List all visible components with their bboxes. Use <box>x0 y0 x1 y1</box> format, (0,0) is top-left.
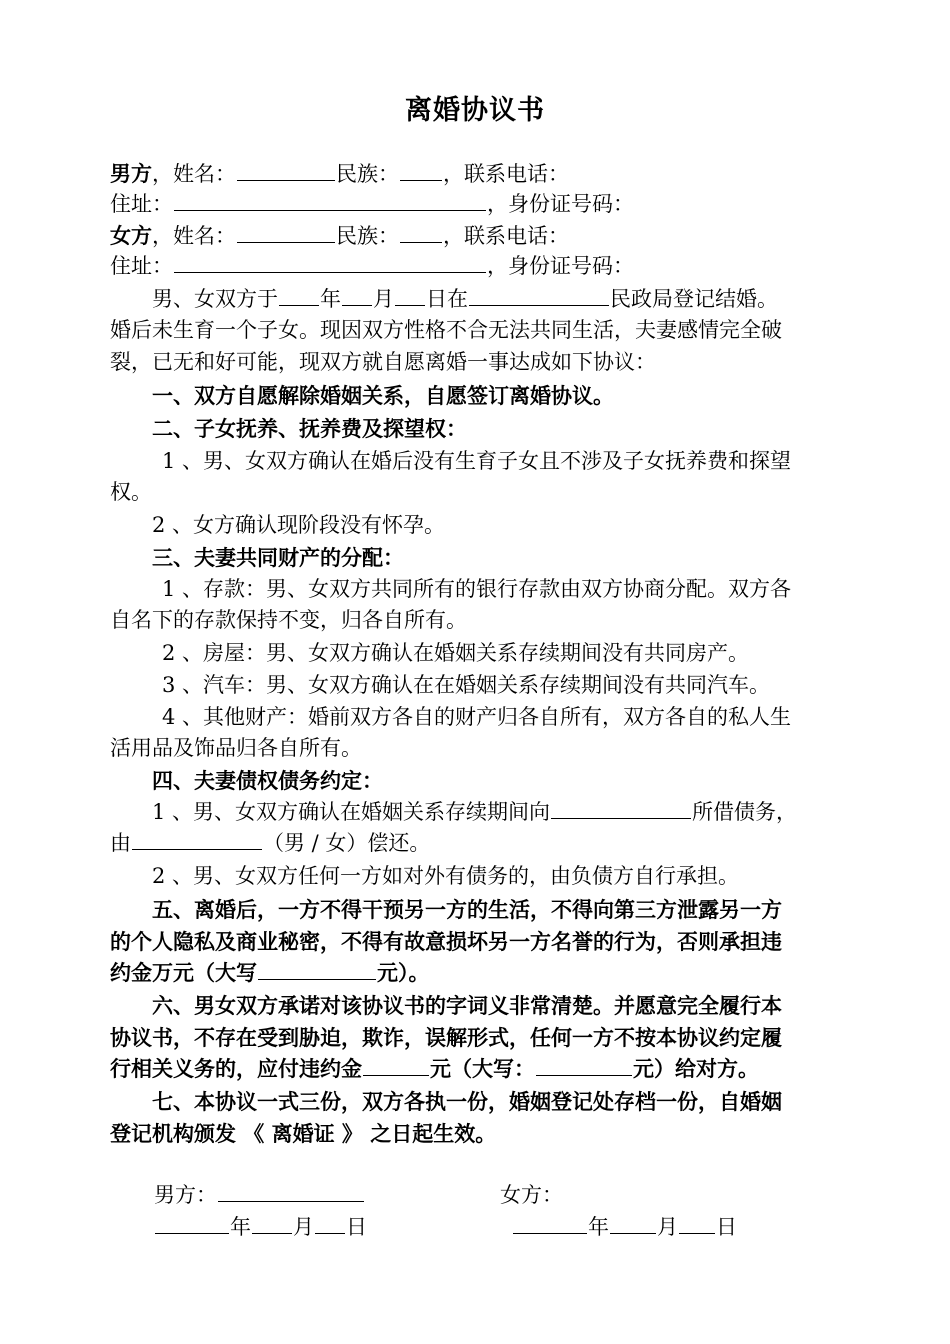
debtor-blank[interactable] <box>132 829 262 850</box>
ethnicity-label: 民族： <box>336 224 399 248</box>
day-label: 日在 <box>426 287 468 311</box>
male-year-blank[interactable] <box>155 1213 229 1234</box>
female-sign-label: 女方： <box>500 1183 563 1207</box>
male-month-blank[interactable] <box>252 1213 292 1234</box>
female-sign-date <box>512 1212 812 1243</box>
section-5-line-2: 的个人隐私及商业秘密，不得有故意损坏另一方名誉的行为，否则承担违 <box>110 929 782 954</box>
ethnicity-label: 民族： <box>336 162 399 186</box>
section-1: 一、双方自愿解除婚姻关系，自愿签订离婚协议。 <box>152 383 614 408</box>
section-6-line-1: 六、男女双方承诺对该协议书的字词义非常清楚。并愿意完全履行本 <box>152 993 782 1018</box>
female-party-line <box>110 220 840 252</box>
month-label: 月 <box>293 1215 314 1239</box>
section-2-item-1-cont: 权。 <box>110 480 152 504</box>
phone-label: ，联系电话： <box>443 224 569 248</box>
document-title: 离婚协议书 <box>405 95 545 126</box>
male-sign-date <box>154 1212 454 1243</box>
debt-text-end: 所借债务， <box>692 800 798 824</box>
section-2-heading: 二、子女抚养、抚养费及探望权： <box>152 416 467 441</box>
id-label: ，身份证号码： <box>487 254 634 278</box>
damages-uppercase-blank[interactable] <box>536 1055 632 1076</box>
section-2-item-2: 2 、女方确认现阶段没有怀孕。 <box>152 513 446 537</box>
section-5-line-3 <box>110 957 840 988</box>
section-7-line-1: 七、本协议一式三份，双方各执一份，婚姻登记处存档一份，自婚姻 <box>152 1089 782 1114</box>
male-label: 男方 <box>110 161 152 186</box>
female-signature <box>500 1180 800 1211</box>
address-label: 住址： <box>110 192 173 216</box>
marriage-year-blank[interactable] <box>279 285 319 306</box>
day-label: 日 <box>346 1215 367 1239</box>
name-label: ，姓名： <box>152 224 236 248</box>
id-label: ，身份证号码： <box>487 192 634 216</box>
damages-amount-blank[interactable] <box>363 1055 429 1076</box>
year-label: 年 <box>320 287 341 311</box>
female-address-line <box>110 251 840 282</box>
male-address-line <box>110 189 840 220</box>
female-year-blank[interactable] <box>513 1213 587 1234</box>
section-3-item-4-cont: 活用品及饰品归各自所有。 <box>110 736 362 760</box>
liquidated-damages-text: 行相关义务的，应付违约金 <box>110 1056 362 1081</box>
section-6-line-2: 协议书，不存在受到胁迫，欺诈，误解形式，任何一方不按本协议约定履 <box>110 1025 782 1050</box>
month-label: 月 <box>373 287 394 311</box>
phone-label: ，联系电话： <box>443 162 569 186</box>
female-month-blank[interactable] <box>610 1213 656 1234</box>
damages-end: 元）给对方。 <box>633 1056 759 1081</box>
female-address-blank[interactable] <box>174 252 486 273</box>
year-label: 年 <box>230 1215 251 1239</box>
section-5-line-1: 五、离婚后，一方不得干预另一方的生活，不得向第三方泄露另一方 <box>152 897 782 922</box>
male-day-blank[interactable] <box>315 1213 345 1234</box>
year-label: 年 <box>588 1215 609 1239</box>
female-day-blank[interactable] <box>679 1213 715 1234</box>
female-label: 女方 <box>110 223 152 248</box>
male-sign-blank[interactable] <box>218 1181 364 1202</box>
male-signature <box>154 1180 454 1211</box>
uppercase-label: 元（大写： <box>430 1056 535 1081</box>
male-sign-label: 男方： <box>154 1183 217 1207</box>
section-3-item-1-cont: 自名下的存款保持不变，归各自所有。 <box>110 608 467 632</box>
section-2-item-1: 1 、男、女双方确认在婚后没有生育子女且不涉及子女抚养费和探望 <box>162 449 792 473</box>
intro-line-1 <box>110 284 840 315</box>
name-label: ，姓名： <box>152 162 236 186</box>
section-6-line-3 <box>110 1053 840 1084</box>
section-4-item-1 <box>110 797 840 828</box>
female-ethnicity-blank[interactable] <box>400 222 442 243</box>
section-4-item-1-cont <box>110 828 840 859</box>
section-4-heading: 四、夫妻债权债务约定： <box>152 768 383 793</box>
month-label: 月 <box>657 1215 678 1239</box>
day-label: 日 <box>716 1215 737 1239</box>
intro-line-2: 婚后未生育一个子女。现因双方性格不合无法共同生活，夫妻感情完全破 <box>110 318 782 342</box>
male-address-blank[interactable] <box>174 190 486 211</box>
intro-line-3: 裂，已无和好可能，现双方就自愿离婚一事达成如下协议： <box>110 350 656 374</box>
marriage-month-blank[interactable] <box>342 285 372 306</box>
address-label: 住址： <box>110 254 173 278</box>
by-label: 由 <box>110 831 131 855</box>
male-ethnicity-blank[interactable] <box>400 160 442 181</box>
section-7-line-2: 登记机构颁发 《 离婚证 》 之日起生效。 <box>110 1121 497 1146</box>
section-3-item-4: 4 、其他财产：婚前双方各自的财产归各自所有，双方各自的私人生 <box>162 705 792 729</box>
repay-text: （男 / 女）偿还。 <box>263 831 431 855</box>
male-name-blank[interactable] <box>237 160 335 181</box>
penalty-amount-blank[interactable] <box>258 959 376 980</box>
registered-text: 民政局登记结婚。 <box>610 287 778 311</box>
creditor-blank[interactable] <box>551 798 691 819</box>
section-3-item-2: 2 、房屋：男、女双方确认在婚姻关系存续期间没有共同房产。 <box>162 641 750 665</box>
section-3-item-3: 3 、汽车：男、女双方确认在在婚姻关系存续期间没有共同汽车。 <box>162 673 771 697</box>
debt-text: 1 、男、女双方确认在婚姻关系存续期间向 <box>152 800 551 824</box>
female-name-blank[interactable] <box>237 222 335 243</box>
penalty-end: 元）。 <box>377 960 430 985</box>
section-4-item-2: 2 、男、女双方任何一方如对外有债务的，由负债方自行承担。 <box>152 864 740 888</box>
section-3-item-1: 1 、存款：男、女双方共同所有的银行存款由双方协商分配。双方各 <box>162 577 792 601</box>
intro-text: 男、女双方于 <box>152 287 278 311</box>
marriage-day-blank[interactable] <box>395 285 425 306</box>
civil-affairs-bureau-blank[interactable] <box>469 285 609 306</box>
section-3-heading: 三、夫妻共同财产的分配： <box>152 545 404 570</box>
male-party-line <box>110 158 840 190</box>
penalty-text: 约金万元（大写 <box>110 960 257 985</box>
